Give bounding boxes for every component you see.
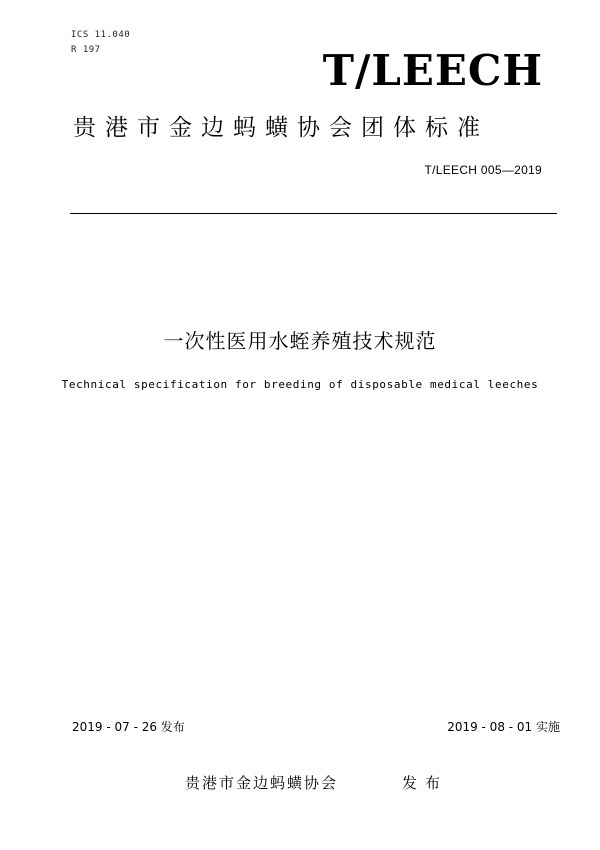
publish-label: 发布 xyxy=(402,774,449,792)
ics-code: ICS 11.040 xyxy=(71,30,131,40)
standard-number: T/LEECH 005—2019 xyxy=(424,163,542,177)
document-title-chinese: 一次性医用水蛭养殖技术规范 xyxy=(163,329,437,353)
implementation-date: 2019 - 08 - 01 实施 xyxy=(447,720,560,734)
ccs-code: R 197 xyxy=(71,45,101,55)
issue-date: 2019 - 07 - 26 发布 xyxy=(72,720,185,734)
header-divider xyxy=(70,213,557,214)
publisher-name: 贵港市金边蚂蟥协会 xyxy=(185,774,339,792)
standard-brand: T/LEECH xyxy=(322,46,543,95)
organization-standard-heading: 贵港市金边蚂蟥协会团体标准 xyxy=(73,115,489,141)
document-title-english: Technical specification for breeding of disposable medical leeches xyxy=(61,378,539,391)
